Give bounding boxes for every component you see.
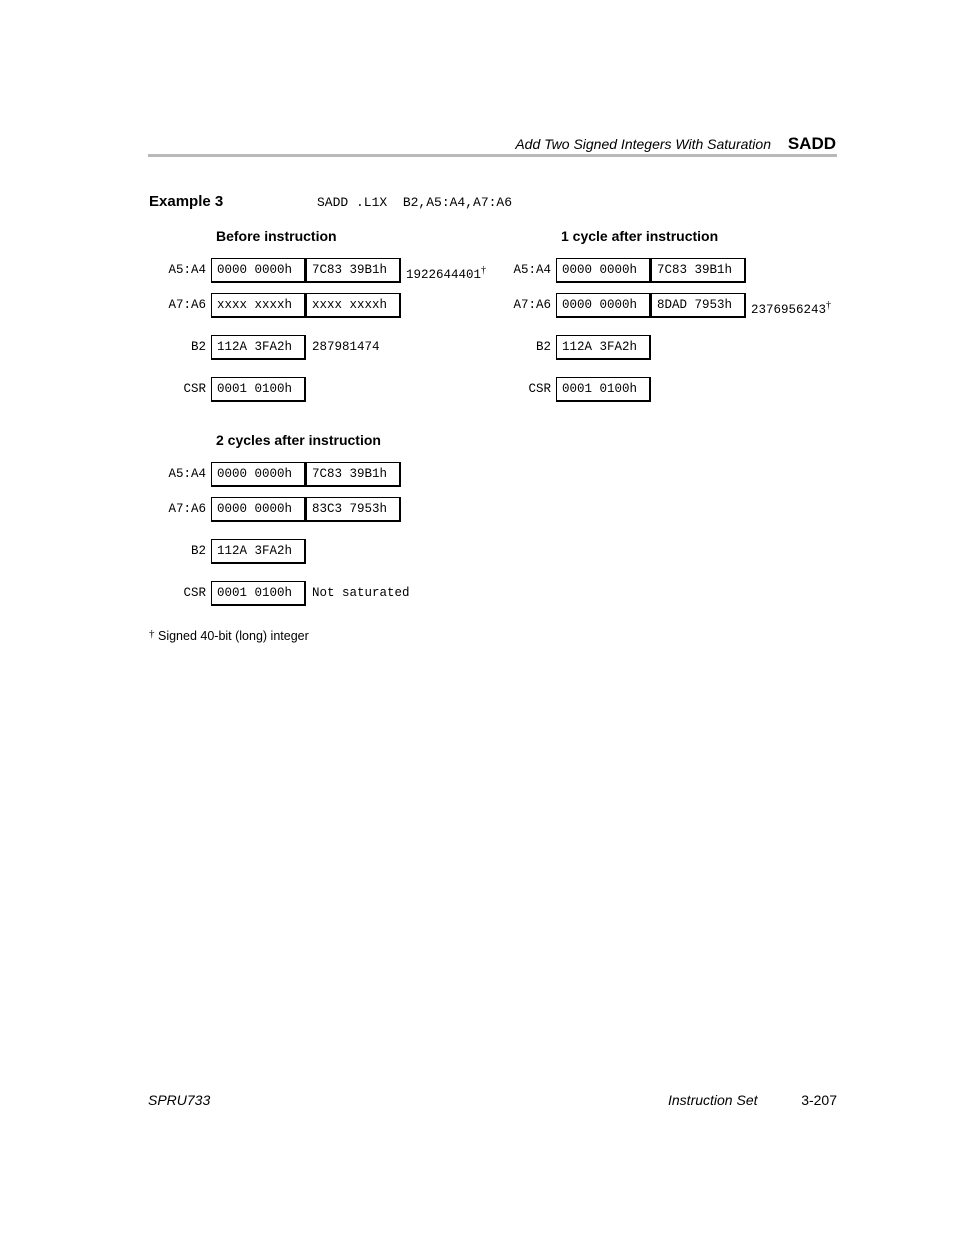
footer-section: Instruction Set: [668, 1092, 758, 1108]
register-value-low: 7C83 39B1h: [651, 258, 746, 283]
register-label: B2: [190, 340, 206, 354]
register-note-text: Not saturated: [312, 586, 410, 600]
register-value-high: 0000 0000h: [556, 293, 651, 318]
register-label: B2: [535, 340, 551, 354]
header-instruction-name: SADD: [787, 134, 836, 153]
register-value-high: 0000 0000h: [211, 497, 306, 522]
footer-page-number: 3-207: [801, 1092, 837, 1108]
register-value-high: 0001 0100h: [211, 377, 306, 402]
register-value-low: 8DAD 7953h: [651, 293, 746, 318]
register-decimal-note: [312, 335, 380, 360]
register-value-high: xxxx xxxxh: [211, 293, 306, 318]
dagger-mark: †: [481, 265, 487, 276]
register-value-high: 0000 0000h: [556, 258, 651, 283]
register-value-high: 0000 0000h: [211, 462, 306, 487]
panel-title: Before instruction: [216, 228, 337, 244]
register-label: A7:A6: [168, 502, 206, 516]
register-value-low: 7C83 39B1h: [306, 462, 401, 487]
panel-title: 2 cycles after instruction: [216, 432, 381, 448]
example-label: Example 3: [149, 193, 224, 210]
header-rule: [148, 154, 837, 157]
register-value-low: 7C83 39B1h: [306, 258, 401, 283]
example-code: SADD .L1X B2,A5:A4,A7:A6: [317, 195, 513, 210]
footer-doc-id: SPRU733: [148, 1092, 211, 1108]
register-label: A7:A6: [168, 298, 206, 312]
register-label: A7:A6: [513, 298, 551, 312]
register-decimal-note: [312, 581, 410, 606]
footnote-text: Signed 40-bit (long) integer: [157, 629, 309, 643]
register-value-high: 0001 0100h: [556, 377, 651, 402]
register-label: CSR: [183, 586, 206, 600]
header-title: Add Two Signed Integers With Saturation: [515, 136, 771, 152]
register-label: A5:A4: [168, 467, 206, 481]
footnote-dagger: †: [149, 628, 155, 640]
register-value-high: 112A 3FA2h: [211, 335, 306, 360]
register-value-low: 83C3 7953h: [306, 497, 401, 522]
register-label: A5:A4: [168, 263, 206, 277]
register-note-text: 287981474: [312, 340, 380, 354]
register-value-high: 112A 3FA2h: [556, 335, 651, 360]
dagger-mark: †: [826, 300, 832, 311]
register-label: B2: [190, 544, 206, 558]
register-value-high: 0000 0000h: [211, 258, 306, 283]
register-value-high: 112A 3FA2h: [211, 539, 306, 564]
register-value-low: xxxx xxxxh: [306, 293, 401, 318]
register-decimal-note: [751, 293, 831, 323]
register-decimal-note: [406, 258, 486, 288]
register-note-text: 1922644401: [406, 268, 482, 282]
register-label: CSR: [528, 382, 551, 396]
register-note-text: 2376956243: [751, 303, 827, 317]
register-label: CSR: [183, 382, 206, 396]
footnote: [149, 628, 309, 643]
register-value-high: 0001 0100h: [211, 581, 306, 606]
register-label: A5:A4: [513, 263, 551, 277]
panel-title: 1 cycle after instruction: [561, 228, 719, 244]
